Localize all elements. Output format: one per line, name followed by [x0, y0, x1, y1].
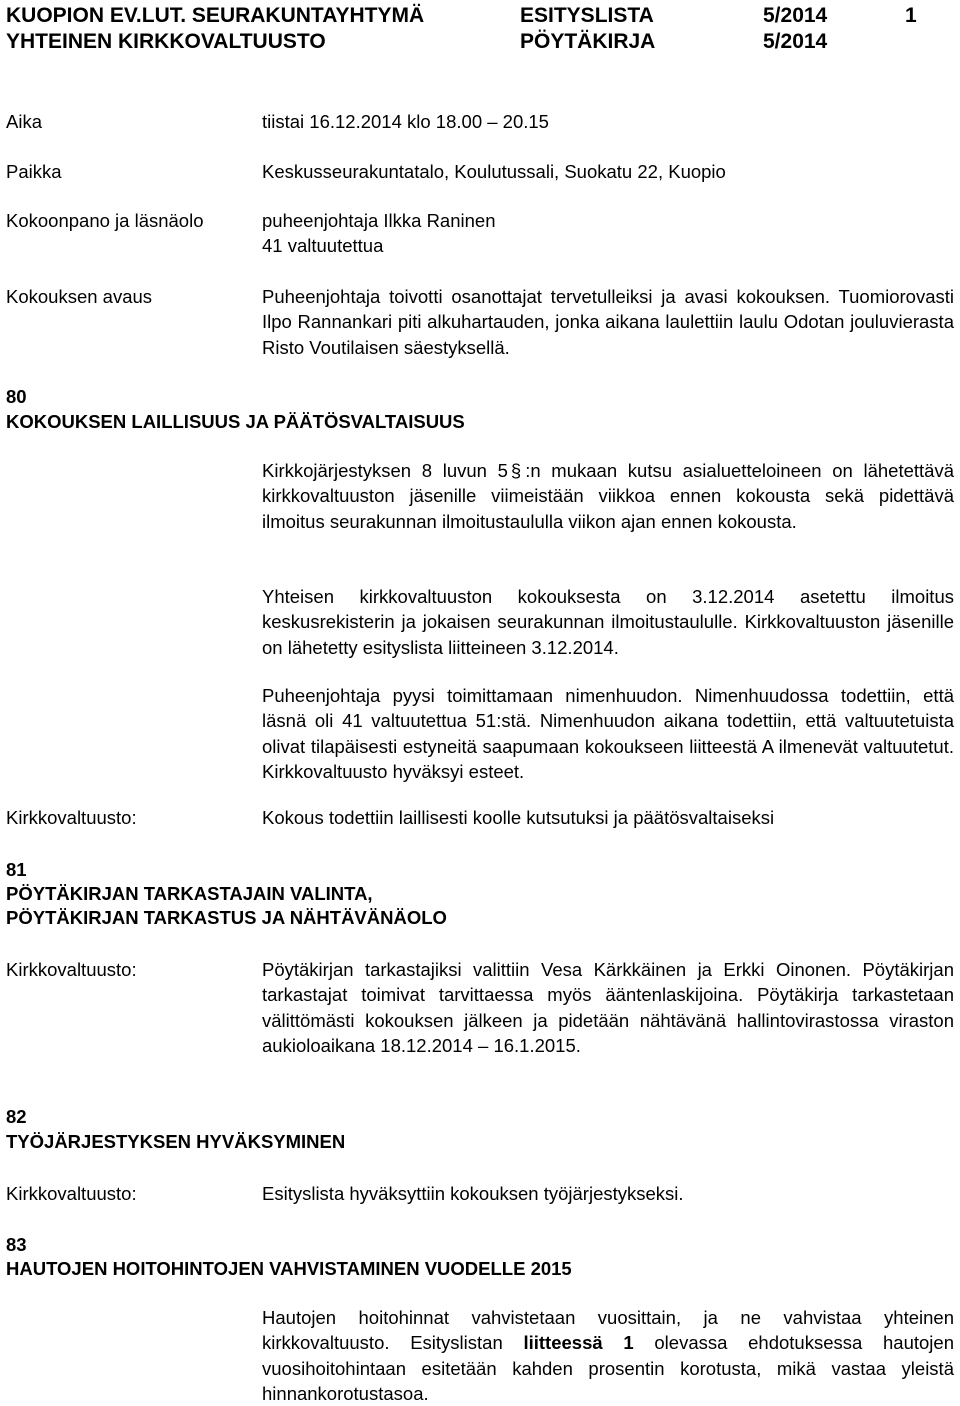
doc-type-minutes: PÖYTÄKIRJA — [520, 30, 656, 53]
place-label: Paikka — [6, 161, 62, 182]
opening-text: Puheenjohtaja toivotti osanottajat tervetulleiksi ja avasi kokouksen. Tuomiorovasti Ilpo Rannankari piti alkuhartauden, jonka aikana laulettiin laulu Odotan jouluvierasta Risto Voutilaisen säestyksellä. — [262, 286, 954, 358]
doc-type-agenda: ESITYSLISTA — [520, 4, 654, 27]
decision-text-80: Kokous todettiin laillisesti koolle kutsutuksi ja päätösvaltaiseksi — [262, 807, 775, 828]
s80-p1-rest: :n mukaan kutsu asialuetteloineen on lähetettävä kirkkovaltuuston jäsenille viimeistään viikkoa ennen kokousta sekä pidettävä ilmoitus seurakunnan ilmoitustaululla viikon ajan ennen kokousta. — [262, 460, 954, 532]
section-title-80: KOKOUKSEN LAILLISUUS JA PÄÄTÖSVALTAISUUS — [6, 411, 465, 432]
section-sign: § — [510, 460, 522, 481]
decision-label-81: Kirkkovaltuusto: — [6, 959, 137, 980]
s83-p1-rest: olevassa ehdotuksessa hautojen vuosihoitohintaan esitetään kahden prosentin korotusta, mikä vastaa yleistä hinnankorotustasoa. — [262, 1332, 954, 1404]
time-label: Aika — [6, 111, 42, 132]
section-title-82: TYÖJÄRJESTYKSEN HYVÄKSYMINEN — [6, 1131, 346, 1152]
council-name: YHTEINEN KIRKKOVALTUUSTO — [6, 30, 326, 53]
delegates-count: 41 valtuutettua — [262, 235, 384, 256]
s83-paragraph-1 — [262, 1305, 954, 1406]
section-number-81: 81 — [6, 859, 27, 880]
section-title-81-line1: PÖYTÄKIRJAN TARKASTAJAIN VALINTA, — [6, 883, 373, 904]
section-title-83: HAUTOJEN HOITOHINTOJEN VAHVISTAMINEN VUODELLE 2015 — [6, 1258, 572, 1279]
attachment-reference: liitteessä 1 — [523, 1332, 634, 1354]
decision-text-82: Esityslista hyväksyttiin kokouksen työjärjestykseksi. — [262, 1183, 684, 1204]
s80-paragraph-3: Puheenjohtaja pyysi toimittamaan nimenhuudon. Nimenhuudossa todettiin, että läsnä oli 41 valtuutettua 51:stä. Nimenhuudon aikana todettiin, että valtuutetuista olivat tilapäisesti estyneitä saapumaan kokoukseen liitteestä A ilmenevät valtuutetut. Kirkkovaltuusto hyväksyi esteet. — [262, 685, 954, 782]
place-value: Keskusseurakuntatalo, Koulutussali, Suokatu 22, Kuopio — [262, 161, 726, 182]
time-value: tiistai 16.12.2014 klo 18.00 – 20.15 — [262, 111, 549, 132]
section-number-83: 83 — [6, 1234, 27, 1255]
section-title-81-line2: PÖYTÄKIRJAN TARKASTUS JA NÄHTÄVÄNÄOLO — [6, 907, 447, 928]
s83-p1-start: Hautojen hoitohinnat vahvistetaan vuosittain, ja ne vahvistaa yhteinen kirkkovaltuusto. Esityslistan — [262, 1307, 954, 1354]
decision-text-81: Pöytäkirjan tarkastajiksi valittiin Vesa Kärkkäinen ja Erkki Oinonen. Pöytäkirjan tarkastajat toimivat tarvittaessa myös ääntenlaskijoina. Pöytäkirja tarkastetaan välittömästi kokouksen jälkeen ja pidetään nähtävänä hallintovirastossa viraston aukioloaikana 18.12.2014 – 16.1.2015. — [262, 959, 954, 1056]
opening-label: Kokouksen avaus — [6, 286, 153, 307]
s80-paragraph-1 — [262, 458, 954, 534]
s80-paragraph-2: Yhteisen kirkkovaltuuston kokouksesta on 3.12.2014 asetettu ilmoitus keskusrekisterin ja jokaisen seurakunnan ilmoitustaululle. Kirkkovaltuuston jäsenille on lähetetty esityslista liitteineen 3.12.2014. — [262, 586, 954, 658]
page-number: 1 — [905, 4, 917, 27]
attendance-label: Kokoonpano ja läsnäolo — [6, 210, 204, 231]
doc-number: 5/2014 — [763, 4, 828, 27]
minutes-number: 5/2014 — [763, 30, 828, 53]
section-number-82: 82 — [6, 1106, 27, 1127]
org-name: KUOPION EV.LUT. SEURAKUNTAYHTYMÄ — [6, 4, 425, 27]
decision-label-80: Kirkkovaltuusto: — [6, 807, 137, 828]
chair-value: puheenjohtaja Ilkka Raninen — [262, 210, 496, 231]
s80-p1-start: Kirkkojärjestyksen 8 luvun 5 — [262, 460, 508, 481]
decision-label-82: Kirkkovaltuusto: — [6, 1183, 137, 1204]
section-number-80: 80 — [6, 386, 27, 407]
